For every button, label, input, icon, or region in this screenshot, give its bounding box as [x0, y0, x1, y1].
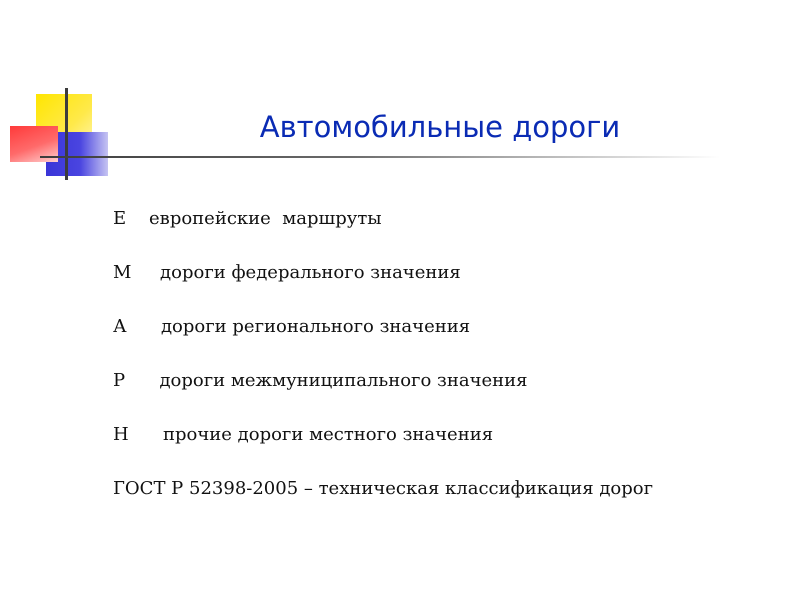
road-classes-list: [113, 206, 653, 530]
list-item-e: Е европейские маршруты: [113, 208, 382, 229]
list-item-a: А дороги регионального значения: [113, 316, 471, 337]
title-underline: [40, 156, 720, 158]
decor-vertical-line: [65, 88, 68, 180]
slide-title: Автомобильные дороги: [259, 110, 621, 144]
list-item-r: Р дороги межмуниципального значения: [113, 370, 528, 391]
list-item-n: Н прочие дороги местного значения: [113, 424, 494, 445]
list-item-m: М дороги федерального значения: [113, 262, 461, 283]
gost-note: ГОСТ Р 52398-2005 – техническая классификация дорог: [113, 478, 654, 499]
